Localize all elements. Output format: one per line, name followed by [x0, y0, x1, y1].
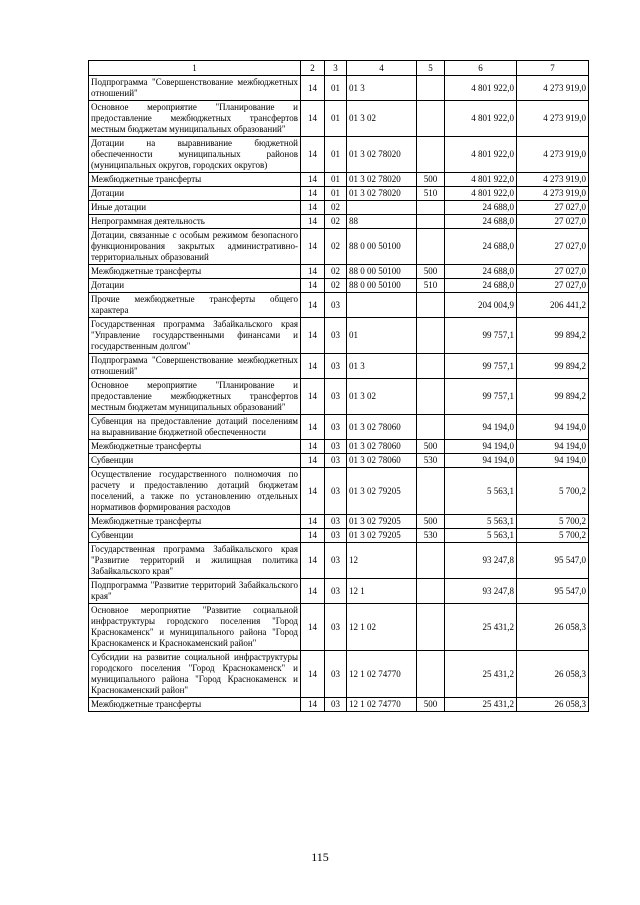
- row-amount-1: 99 757,1: [445, 379, 517, 415]
- row-amount-1: 93 247,8: [445, 579, 517, 604]
- table-row: [89, 354, 589, 379]
- row-amount-1: 5 563,1: [445, 468, 517, 515]
- row-target-article: 01 3 02 79205: [347, 529, 417, 543]
- row-name: Межбюджетные трансферты: [89, 173, 301, 187]
- row-target-article: 01 3 02 78020: [347, 137, 417, 173]
- row-expense-type: 500: [417, 440, 445, 454]
- row-expense-type: 530: [417, 529, 445, 543]
- row-subsection: 03: [325, 543, 347, 579]
- row-amount-2: 94 194,0: [517, 440, 589, 454]
- table-row: [89, 454, 589, 468]
- row-target-article: [347, 201, 417, 215]
- row-expense-type: [417, 651, 445, 698]
- row-expense-type: 500: [417, 173, 445, 187]
- row-section: 14: [301, 293, 325, 318]
- row-subsection: 03: [325, 440, 347, 454]
- table-row: [89, 137, 589, 173]
- row-subsection: 03: [325, 318, 347, 354]
- row-expense-type: [417, 354, 445, 379]
- row-amount-2: 27 027,0: [517, 201, 589, 215]
- row-name: Дотации: [89, 187, 301, 201]
- row-amount-1: 4 801 922,0: [445, 137, 517, 173]
- table-row: [89, 293, 589, 318]
- row-name: Государственная программа Забайкальского края "Управление государственными финансами и государственным долгом": [89, 318, 301, 354]
- row-expense-type: [417, 543, 445, 579]
- table-row: [89, 698, 589, 712]
- col-header-section: 2: [301, 61, 325, 76]
- row-subsection: 03: [325, 379, 347, 415]
- row-name: Основное мероприятие "Развитие социальной инфраструктуры городского поселения "Город Краснокаменск" и муниципального района "Город Краснокаменск и Краснокаменский район": [89, 604, 301, 651]
- row-name: Межбюджетные трансферты: [89, 440, 301, 454]
- row-subsection: 02: [325, 201, 347, 215]
- col-header-target-article: 4: [347, 61, 417, 76]
- row-subsection: 01: [325, 137, 347, 173]
- row-amount-1: 99 757,1: [445, 318, 517, 354]
- row-amount-2: 26 058,3: [517, 604, 589, 651]
- row-amount-2: 4 273 919,0: [517, 137, 589, 173]
- row-target-article: 01 3 02 79205: [347, 468, 417, 515]
- row-amount-2: 26 058,3: [517, 698, 589, 712]
- row-name: Непрограммная деятельность: [89, 215, 301, 229]
- row-amount-2: 26 058,3: [517, 651, 589, 698]
- row-section: 14: [301, 187, 325, 201]
- row-section: 14: [301, 515, 325, 529]
- row-subsection: 03: [325, 293, 347, 318]
- table-row: [89, 579, 589, 604]
- row-amount-2: 5 700,2: [517, 529, 589, 543]
- row-target-article: 88 0 00 50100: [347, 229, 417, 265]
- table-row: [89, 201, 589, 215]
- row-amount-1: 4 801 922,0: [445, 101, 517, 137]
- row-section: 14: [301, 354, 325, 379]
- row-target-article: 12 1: [347, 579, 417, 604]
- row-amount-1: 25 431,2: [445, 698, 517, 712]
- row-subsection: 01: [325, 76, 347, 101]
- row-target-article: 01 3 02 78020: [347, 173, 417, 187]
- row-expense-type: [417, 137, 445, 173]
- row-target-article: 01 3 02 79205: [347, 515, 417, 529]
- table-row: [89, 515, 589, 529]
- row-amount-1: 24 688,0: [445, 215, 517, 229]
- row-expense-type: [417, 229, 445, 265]
- row-target-article: [347, 293, 417, 318]
- row-expense-type: 500: [417, 515, 445, 529]
- row-target-article: 01 3 02: [347, 379, 417, 415]
- row-target-article: 01 3 02 78020: [347, 187, 417, 201]
- row-amount-2: 99 894,2: [517, 354, 589, 379]
- row-amount-1: 94 194,0: [445, 454, 517, 468]
- row-subsection: 03: [325, 579, 347, 604]
- row-amount-1: 24 688,0: [445, 201, 517, 215]
- row-subsection: 03: [325, 604, 347, 651]
- row-expense-type: [417, 318, 445, 354]
- col-header-expense-type: 5: [417, 61, 445, 76]
- row-amount-2: 206 441,2: [517, 293, 589, 318]
- table-row: [89, 604, 589, 651]
- row-section: 14: [301, 101, 325, 137]
- row-amount-1: 93 247,8: [445, 543, 517, 579]
- row-expense-type: [417, 201, 445, 215]
- table-row: [89, 265, 589, 279]
- row-amount-2: 99 894,2: [517, 318, 589, 354]
- row-target-article: 12 1 02: [347, 604, 417, 651]
- row-name: Дотации на выравнивание бюджетной обеспеченности муниципальных районов (муниципальных округов, городских округов): [89, 137, 301, 173]
- row-section: 14: [301, 543, 325, 579]
- row-amount-2: 99 894,2: [517, 379, 589, 415]
- row-section: 14: [301, 76, 325, 101]
- row-subsection: 03: [325, 354, 347, 379]
- row-target-article: 88 0 00 50100: [347, 279, 417, 293]
- row-subsection: 01: [325, 173, 347, 187]
- row-target-article: 01 3 02 78060: [347, 415, 417, 440]
- row-amount-2: 5 700,2: [517, 515, 589, 529]
- table-row: [89, 529, 589, 543]
- row-amount-1: 25 431,2: [445, 651, 517, 698]
- page-number: 115: [311, 850, 329, 864]
- col-header-amount-2: 7: [517, 61, 589, 76]
- row-target-article: 12 1 02 74770: [347, 698, 417, 712]
- row-amount-1: 24 688,0: [445, 265, 517, 279]
- row-amount-2: 27 027,0: [517, 279, 589, 293]
- row-amount-2: 95 547,0: [517, 543, 589, 579]
- row-amount-2: 4 273 919,0: [517, 76, 589, 101]
- row-amount-2: 94 194,0: [517, 415, 589, 440]
- row-name: Государственная программа Забайкальского края "Развитие территорий и жилищная политика Забайкальского края": [89, 543, 301, 579]
- row-expense-type: 530: [417, 454, 445, 468]
- row-section: 14: [301, 279, 325, 293]
- row-name: Субвенции: [89, 454, 301, 468]
- row-target-article: 01 3 02 78060: [347, 440, 417, 454]
- row-amount-1: 24 688,0: [445, 279, 517, 293]
- row-expense-type: [417, 101, 445, 137]
- table-row: [89, 543, 589, 579]
- row-section: 14: [301, 379, 325, 415]
- row-amount-2: 27 027,0: [517, 215, 589, 229]
- row-section: 14: [301, 651, 325, 698]
- row-amount-2: 5 700,2: [517, 468, 589, 515]
- row-amount-1: 5 563,1: [445, 515, 517, 529]
- row-expense-type: 500: [417, 698, 445, 712]
- row-expense-type: 510: [417, 187, 445, 201]
- row-amount-1: 204 004,9: [445, 293, 517, 318]
- row-subsection: 02: [325, 279, 347, 293]
- row-name: Межбюджетные трансферты: [89, 515, 301, 529]
- row-name: Дотации, связанные с особым режимом безопасного функционирования закрытых административно-территориальных образований: [89, 229, 301, 265]
- table-row: [89, 101, 589, 137]
- row-expense-type: [417, 604, 445, 651]
- table-row: [89, 279, 589, 293]
- table-row: [89, 318, 589, 354]
- row-amount-1: 99 757,1: [445, 354, 517, 379]
- table-row: [89, 76, 589, 101]
- row-expense-type: [417, 379, 445, 415]
- row-section: 14: [301, 440, 325, 454]
- table-row: [89, 215, 589, 229]
- row-name: Иные дотации: [89, 201, 301, 215]
- table-row: [89, 440, 589, 454]
- row-target-article: 88 0 00 50100: [347, 265, 417, 279]
- row-target-article: 01 3: [347, 354, 417, 379]
- row-target-article: 01 3 02 78060: [347, 454, 417, 468]
- row-section: 14: [301, 215, 325, 229]
- row-section: 14: [301, 415, 325, 440]
- row-target-article: 88: [347, 215, 417, 229]
- row-target-article: 01 3 02: [347, 101, 417, 137]
- col-header-name: 1: [89, 61, 301, 76]
- row-target-article: 12 1 02 74770: [347, 651, 417, 698]
- row-target-article: 01: [347, 318, 417, 354]
- row-name: Осуществление государственного полномочия по расчету и предоставлению дотаций бюджетам поселений, а также по установлению отдельных нормативов формирования расходов: [89, 468, 301, 515]
- row-name: Субвенции: [89, 529, 301, 543]
- row-target-article: 01 3: [347, 76, 417, 101]
- row-subsection: 01: [325, 187, 347, 201]
- row-section: 14: [301, 579, 325, 604]
- row-amount-1: 94 194,0: [445, 440, 517, 454]
- table-row: [89, 379, 589, 415]
- row-amount-2: 4 273 919,0: [517, 187, 589, 201]
- row-amount-1: 94 194,0: [445, 415, 517, 440]
- row-subsection: 02: [325, 229, 347, 265]
- table-row: [89, 173, 589, 187]
- row-section: 14: [301, 173, 325, 187]
- row-expense-type: [417, 293, 445, 318]
- row-amount-1: 4 801 922,0: [445, 76, 517, 101]
- row-expense-type: [417, 76, 445, 101]
- row-expense-type: [417, 579, 445, 604]
- table-row: [89, 415, 589, 440]
- table-row: [89, 468, 589, 515]
- row-amount-1: 5 563,1: [445, 529, 517, 543]
- row-amount-1: 4 801 922,0: [445, 187, 517, 201]
- row-name: Дотации: [89, 279, 301, 293]
- row-section: 14: [301, 229, 325, 265]
- row-subsection: 03: [325, 529, 347, 543]
- row-target-article: 12: [347, 543, 417, 579]
- row-section: 14: [301, 468, 325, 515]
- row-name: Субсидии на развитие социальной инфраструктуры городского поселения "Город Краснокаменск" и муниципального района "Город Краснокаменск и Краснокаменский район": [89, 651, 301, 698]
- row-expense-type: 510: [417, 279, 445, 293]
- column-number-row: [89, 61, 589, 76]
- row-amount-2: 4 273 919,0: [517, 101, 589, 137]
- table-row: [89, 651, 589, 698]
- row-amount-1: 4 801 922,0: [445, 173, 517, 187]
- row-name: Межбюджетные трансферты: [89, 265, 301, 279]
- row-section: 14: [301, 454, 325, 468]
- row-subsection: 03: [325, 698, 347, 712]
- row-amount-2: 95 547,0: [517, 579, 589, 604]
- row-section: 14: [301, 265, 325, 279]
- row-subsection: 01: [325, 101, 347, 137]
- row-name: Прочие межбюджетные трансферты общего характера: [89, 293, 301, 318]
- row-amount-2: 27 027,0: [517, 229, 589, 265]
- budget-table: [88, 60, 589, 712]
- row-expense-type: 500: [417, 265, 445, 279]
- row-amount-1: 25 431,2: [445, 604, 517, 651]
- row-subsection: 02: [325, 265, 347, 279]
- row-name: Основное мероприятие "Планирование и предоставление межбюджетных трансфертов местным бюджетам муниципальных образований": [89, 379, 301, 415]
- document-sheet: [88, 60, 588, 712]
- row-subsection: 03: [325, 468, 347, 515]
- row-expense-type: [417, 415, 445, 440]
- row-subsection: 03: [325, 454, 347, 468]
- row-subsection: 03: [325, 415, 347, 440]
- row-expense-type: [417, 215, 445, 229]
- row-section: 14: [301, 604, 325, 651]
- row-amount-2: 27 027,0: [517, 265, 589, 279]
- row-section: 14: [301, 318, 325, 354]
- col-header-subsection: 3: [325, 61, 347, 76]
- row-section: 14: [301, 201, 325, 215]
- row-name: Подпрограмма "Совершенствование межбюджетных отношений": [89, 354, 301, 379]
- row-name: Основное мероприятие "Планирование и предоставление межбюджетных трансфертов местным бюджетам муниципальных образований": [89, 101, 301, 137]
- row-name: Подпрограмма "Развитие территорий Забайкальского края": [89, 579, 301, 604]
- row-section: 14: [301, 698, 325, 712]
- row-name: Межбюджетные трансферты: [89, 698, 301, 712]
- row-section: 14: [301, 137, 325, 173]
- row-amount-1: 24 688,0: [445, 229, 517, 265]
- row-subsection: 03: [325, 651, 347, 698]
- row-name: Подпрограмма "Совершенствование межбюджетных отношений": [89, 76, 301, 101]
- row-subsection: 02: [325, 215, 347, 229]
- row-name: Субвенция на предоставление дотаций поселениям на выравнивание бюджетной обеспеченности: [89, 415, 301, 440]
- row-subsection: 03: [325, 515, 347, 529]
- col-header-amount-1: 6: [445, 61, 517, 76]
- row-section: 14: [301, 529, 325, 543]
- row-expense-type: [417, 468, 445, 515]
- table-body: [89, 76, 589, 712]
- row-amount-2: 94 194,0: [517, 454, 589, 468]
- row-amount-2: 4 273 919,0: [517, 173, 589, 187]
- table-row: [89, 187, 589, 201]
- table-row: [89, 229, 589, 265]
